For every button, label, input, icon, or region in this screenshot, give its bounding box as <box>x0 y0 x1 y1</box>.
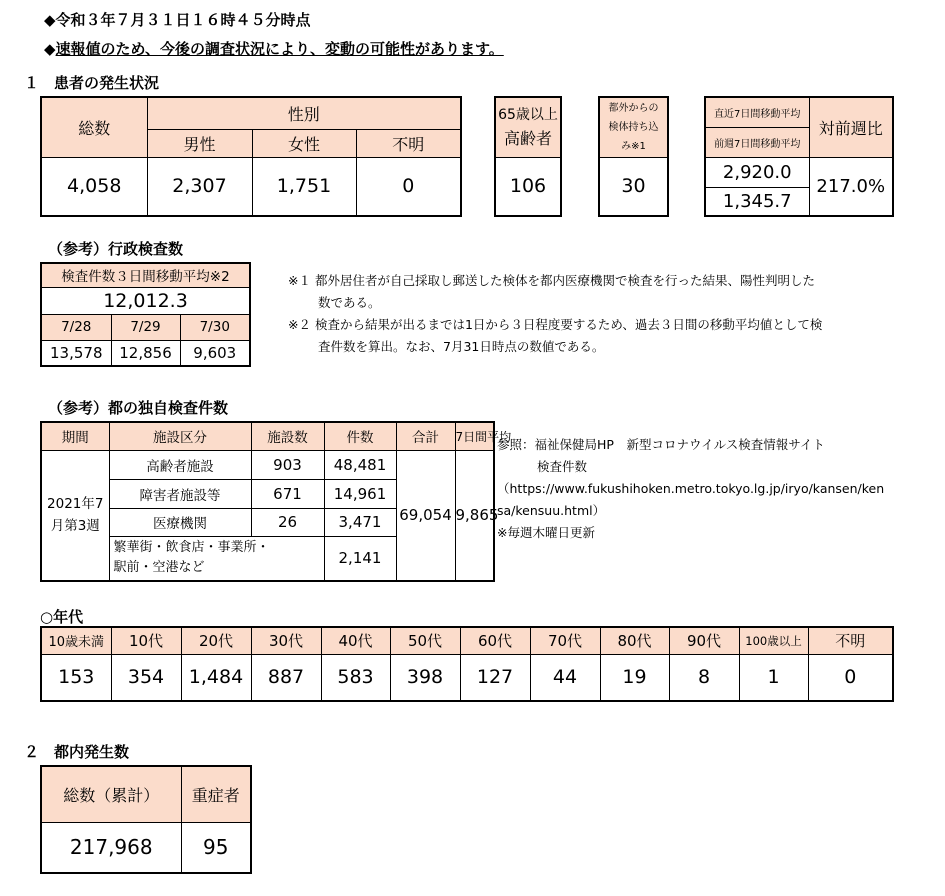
avg-recent-label: 直近7日間移動平均 <box>705 97 809 127</box>
facility-type-other-line1: 繁華街・飲食店・事業所・ <box>113 540 270 556</box>
own-title: （参考）都の独自検査件数 <box>48 399 229 417</box>
age-label: 10歳未満 <box>41 627 111 654</box>
age-value: 44 <box>530 654 600 701</box>
age-title: ○年代 <box>40 608 84 626</box>
admin-value: 9,603 <box>180 340 250 366</box>
own-period-line2: 月第3週 <box>50 518 100 535</box>
note-1-line2: 数である。 <box>318 295 381 310</box>
reference-url: （https://www.fukushihoken.metro.tokyo.lg.jp/iryo/kansen/ken <box>497 481 885 496</box>
reference-line2: 検査件数 <box>537 459 588 474</box>
age-label: 90代 <box>669 627 739 654</box>
own-reference <box>497 434 884 544</box>
moving-average-table <box>704 96 894 217</box>
facility-count: 26 <box>251 508 324 536</box>
age-label: 80代 <box>600 627 669 654</box>
note-1-line1: ※１ 都外居住者が自己採取し郵送した検体を都内医療機関で検査を行った結果、陽性判明した <box>288 273 815 288</box>
disclaimer-text: 速報値のため、今後の調査状況により、変動の可能性があります。 <box>55 40 504 58</box>
facility-type: 高齢者施設 <box>109 450 251 479</box>
unknown-label: 不明 <box>356 129 461 157</box>
section1-title: １ 患者の発生状況 <box>24 74 160 92</box>
outside-value: 30 <box>599 157 668 216</box>
own-test-table <box>40 421 512 582</box>
disclaimer-prefix: ◆ <box>44 40 56 58</box>
elderly-label <box>495 97 561 157</box>
own-header: 施設区分 <box>109 422 251 450</box>
elderly-value: 106 <box>495 157 561 216</box>
age-value: 583 <box>321 654 390 701</box>
facility-type: 障害者施設等 <box>109 479 251 508</box>
facility-cases: 2,141 <box>324 536 396 581</box>
own-header: 施設数 <box>251 422 324 450</box>
outside-label-line2: 検体持ち込 <box>608 121 659 133</box>
outside-label <box>599 97 668 157</box>
cumulative-total-label: 総数（累計） <box>41 766 181 822</box>
wow-value: 217.0% <box>809 157 893 216</box>
disclaimer <box>44 38 504 59</box>
age-label: 30代 <box>251 627 321 654</box>
age-value: 127 <box>460 654 530 701</box>
note-2-line2: 査件数を算出。なお、7月31日時点の数値である。 <box>318 339 605 354</box>
age-value: 8 <box>669 654 739 701</box>
facility-cases: 14,961 <box>324 479 396 508</box>
age-label: 100歳以上 <box>739 627 808 654</box>
elderly-label-line1: 65歳以上 <box>498 107 558 124</box>
age-value: 19 <box>600 654 669 701</box>
severe-value: 95 <box>181 822 251 873</box>
reference-update: ※毎週木曜日更新 <box>497 525 595 540</box>
cumulative-total-value: 217,968 <box>41 822 181 873</box>
own-header: 件数 <box>324 422 396 450</box>
severe-label: 重症者 <box>181 766 251 822</box>
admin-title: （参考）行政検査数 <box>48 240 184 258</box>
avg-prev-label: 前週7日間移動平均 <box>705 127 809 157</box>
age-value: 153 <box>41 654 111 701</box>
unknown-value: 0 <box>356 157 461 216</box>
age-label: 20代 <box>181 627 251 654</box>
reference-url-cont: sa/kensuu.html） <box>497 503 606 518</box>
age-value: 1,484 <box>181 654 251 701</box>
age-table <box>40 626 894 702</box>
outside-label-line1: 都外からの <box>608 102 659 114</box>
male-label: 男性 <box>147 129 252 157</box>
note-2-line1: ※２ 検査から結果が出るまでは1日から３日程度要するため、過去３日間の移動平均値として検 <box>288 317 823 332</box>
facility-type: 医療機関 <box>109 508 251 536</box>
elderly-label-line2: 高齢者 <box>503 129 552 149</box>
outside-table <box>598 96 669 217</box>
admin-date: 7/28 <box>41 314 111 340</box>
avg-recent-value: 2,920.0 <box>705 157 809 187</box>
admin-value: 12,856 <box>111 340 180 366</box>
elderly-table <box>494 96 562 217</box>
facility-cases: 48,481 <box>324 450 396 479</box>
admin-value: 13,578 <box>41 340 111 366</box>
sex-label: 性別 <box>147 97 461 129</box>
age-value: 0 <box>808 654 893 701</box>
female-value: 1,751 <box>252 157 356 216</box>
note-2 <box>288 314 822 358</box>
own-avg7: 9,865 <box>455 450 494 581</box>
own-header: 合計 <box>396 422 455 450</box>
facility-cases: 3,471 <box>324 508 396 536</box>
total-value: 4,058 <box>41 157 147 216</box>
total-label: 総数 <box>41 97 147 157</box>
admin-avg-value: 12,012.3 <box>41 287 250 314</box>
own-header: 期間 <box>41 422 109 450</box>
age-value: 398 <box>390 654 460 701</box>
facility-count: 903 <box>251 450 324 479</box>
age-value: 887 <box>251 654 321 701</box>
own-total: 69,054 <box>396 450 455 581</box>
female-label: 女性 <box>252 129 356 157</box>
age-label: 60代 <box>460 627 530 654</box>
age-label: 40代 <box>321 627 390 654</box>
cumulative-table <box>40 765 252 874</box>
own-period-line1: 2021年7 <box>47 496 104 513</box>
age-value: 354 <box>111 654 181 701</box>
admin-date: 7/30 <box>180 314 250 340</box>
age-label: 70代 <box>530 627 600 654</box>
admin-avg-label: 検査件数３日間移動平均※2 <box>41 263 250 287</box>
avg-prev-value: 1,345.7 <box>705 187 809 216</box>
outside-label-line3: み※1 <box>621 140 646 152</box>
facility-type-other <box>109 536 324 581</box>
section2-title: ２ 都内発生数 <box>24 743 130 761</box>
own-header: 7日間平均 <box>455 422 494 450</box>
age-label: 50代 <box>390 627 460 654</box>
age-label: 不明 <box>808 627 893 654</box>
admin-date: 7/29 <box>111 314 180 340</box>
male-value: 2,307 <box>147 157 252 216</box>
reference-line1: 参照：福祉保健局HP 新型コロナウイルス検査情報サイト <box>497 437 825 452</box>
note-1 <box>288 270 815 314</box>
age-value: 1 <box>739 654 808 701</box>
report-timestamp: ◆令和３年７月３１日１６時４５分時点 <box>44 11 311 29</box>
admin-table <box>40 262 251 367</box>
own-period <box>41 450 109 581</box>
age-label: 10代 <box>111 627 181 654</box>
facility-type-other-line2: 駅前・空港など <box>113 560 205 576</box>
facility-count: 671 <box>251 479 324 508</box>
patient-sex-table <box>40 96 462 217</box>
wow-label: 対前週比 <box>809 97 893 157</box>
